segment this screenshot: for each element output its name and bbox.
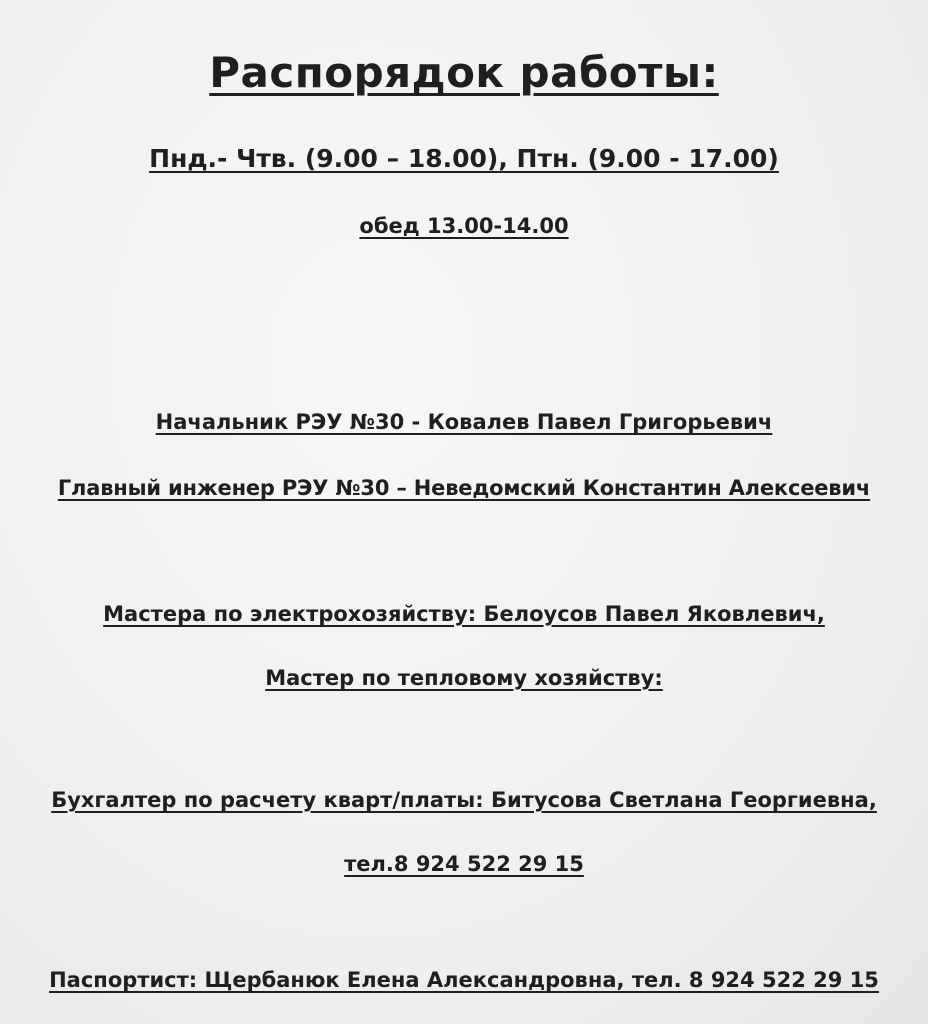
passport-officer-text: Паспортист: Щербанюк Елена Александровна, тел. 8 924 522 29 15 [49, 968, 879, 992]
accountant-line [0, 788, 928, 812]
chief-engineer-line [0, 476, 928, 500]
notice-title-text: Распорядок работы: [209, 48, 719, 97]
passport-officer-line [0, 968, 928, 992]
heat-master-text: Мастер по тепловому хозяйству: [265, 666, 663, 690]
heat-master-line [0, 666, 928, 690]
chief-text: Начальник РЭУ №30 - Ковалев Павел Григорьевич [155, 410, 773, 434]
chief-engineer-text: Главный инженер РЭУ №30 – Неведомский Константин Алексеевич [57, 476, 871, 500]
chief-line [0, 410, 928, 434]
working-hours-text: Пнд.- Чтв. (9.00 – 18.00), Птн. (9.00 - 17.00) [149, 144, 779, 173]
lunch-break-text: обед 13.00-14.00 [359, 214, 569, 238]
electric-masters-text: Мастера по электрохозяйству: Белоусов Павел Яковлевич, [103, 602, 825, 626]
accountant-phone-line [0, 852, 928, 876]
electric-masters-line [0, 602, 928, 626]
working-hours [0, 144, 928, 173]
accountant-phone-text: тел.8 924 522 29 15 [344, 852, 584, 876]
accountant-text: Бухгалтер по расчету кварт/платы: Битусова Светлана Георгиевна, [51, 788, 877, 812]
notice-title [0, 48, 928, 97]
lunch-break [0, 214, 928, 238]
